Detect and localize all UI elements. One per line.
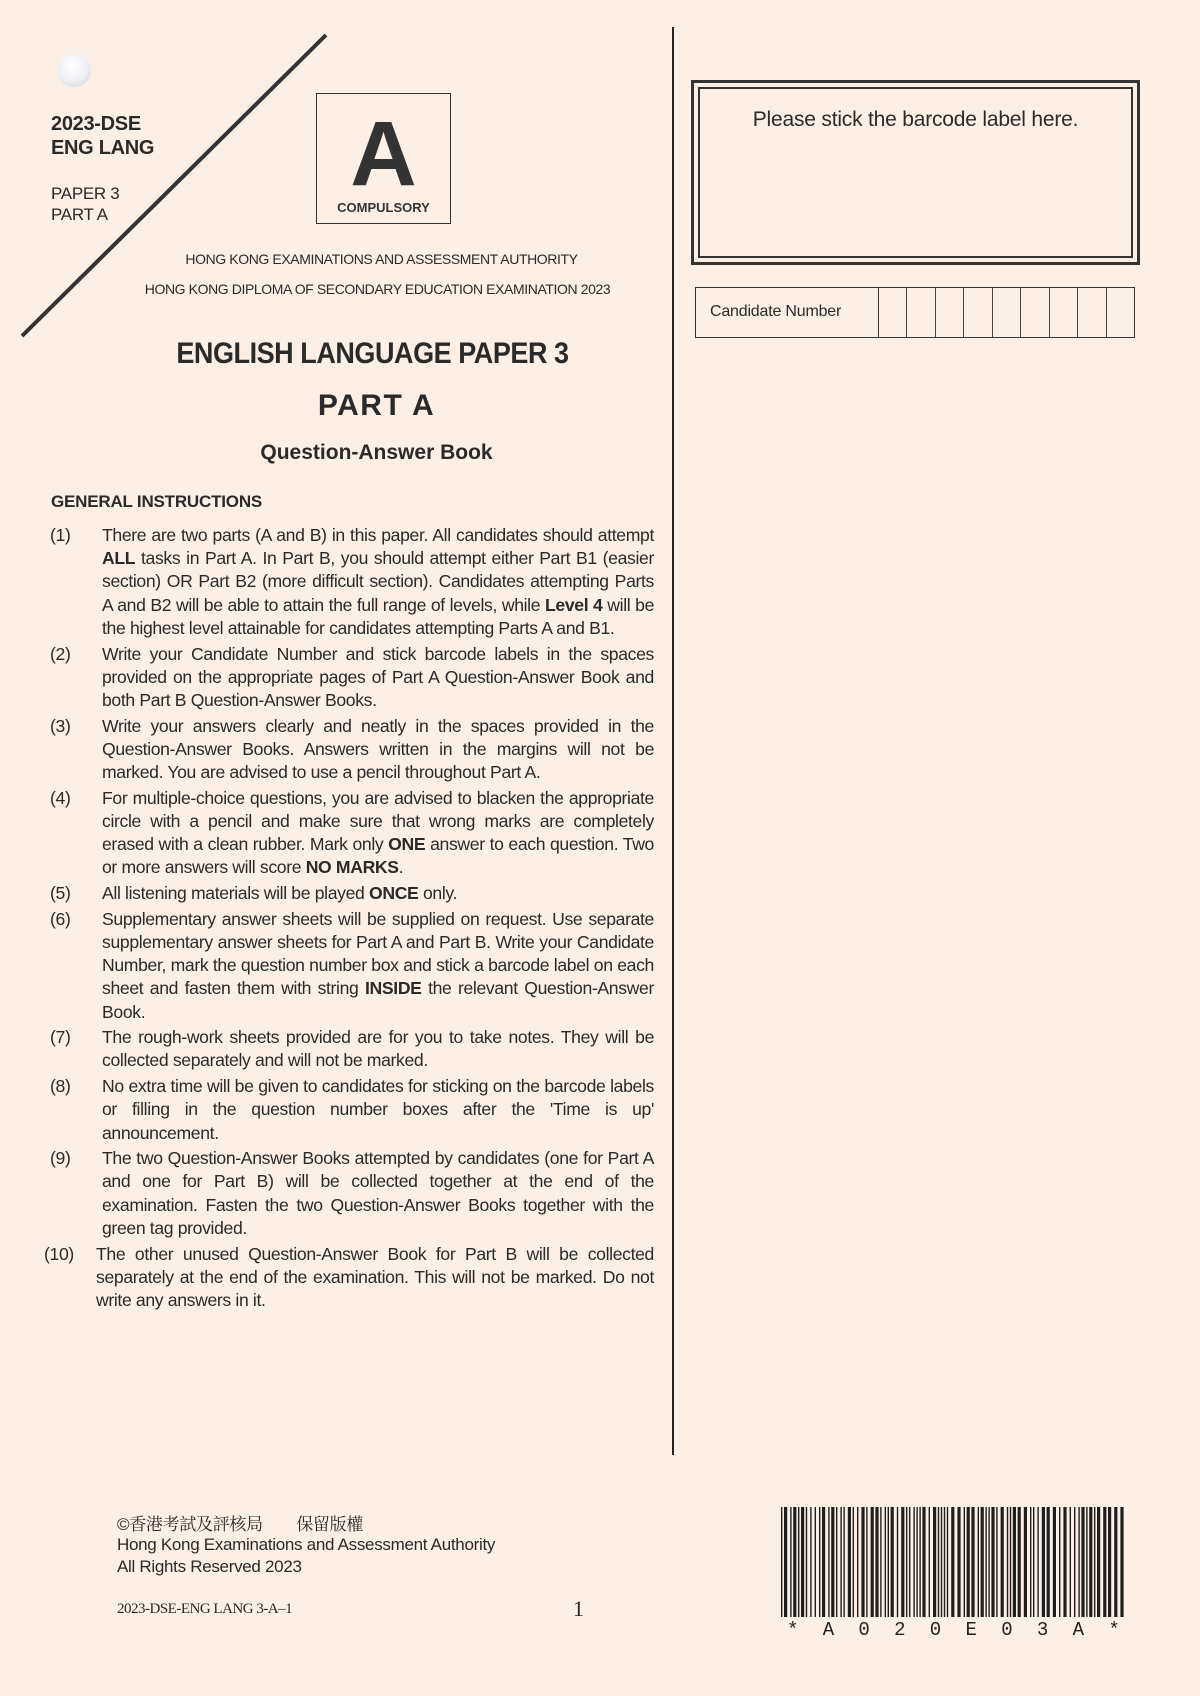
subject-code: ENG LANG [51,137,155,159]
barcode-bar [996,1507,997,1617]
barcode-bar [793,1507,796,1617]
barcode-bar [957,1507,960,1617]
barcode-bar [1053,1507,1056,1617]
instruction-text [96,1243,654,1313]
barcode-bar [1030,1507,1031,1617]
instruction-number: (3) [50,715,71,736]
barcode-label-instruction: Please stick the barcode label here. [752,108,1079,131]
instruction-segment: The other unused Question-Answer Book for Part B will be collected separately at the end of the examination. This will not be marked. Do not write any answers in it. [96,1243,654,1310]
candidate-number-cell[interactable] [1050,288,1078,337]
section-status: COMPULSORY [337,200,430,215]
barcode-bar [810,1507,811,1617]
barcode-bar [828,1507,829,1617]
instruction-segment: only. [418,883,458,904]
part-label: PART A [51,205,108,224]
instruction-item [44,643,654,713]
instruction-number: (5) [50,883,71,904]
barcode-bar [1018,1507,1021,1617]
barcode-bar [1059,1507,1060,1617]
barcode-label-area[interactable] [691,80,1140,265]
barcode-bar [843,1507,844,1617]
instruction-item [44,1075,654,1145]
barcode-bar [840,1507,841,1617]
barcode-bar [1094,1507,1095,1617]
instruction-text [102,643,654,713]
instruction-number: (7) [50,1027,71,1048]
barcode-bar [944,1507,945,1617]
instruction-segment: Write your Candidate Number and stick barcode labels in the spaces provided on the appropriate pages of Part A Question-Answer Book and both Part B Question-Answer Books. [102,643,654,710]
barcode-bar [853,1507,854,1617]
instruction-item [44,787,654,880]
barcode-bar [1074,1507,1075,1617]
instruction-number: (8) [50,1076,71,1097]
barcode-bar [798,1507,799,1617]
instruction-number: (1) [50,525,71,545]
barcode-bar [848,1507,851,1617]
instruction-segment: the relevant Question-Answer Book. [102,978,654,1022]
instruction-item [44,1243,654,1313]
barcode-bar [991,1507,994,1617]
barcode-bar [1078,1507,1079,1617]
barcode-bar [909,1507,910,1617]
barcode-bar [906,1507,907,1617]
barcode-bar [790,1507,791,1617]
instruction-item [44,1026,654,1072]
exam-name: HONG KONG DIPLOMA OF SECONDARY EDUCATION EXAMINATION 2023 [144,281,611,297]
authority-name: HONG KONG EXAMINATIONS AND ASSESSMENT AUTHORITY [185,251,578,267]
book-subtitle: Question-Answer Book [260,441,493,464]
section-letter: A [350,103,417,205]
candidate-number-cell[interactable] [879,288,907,337]
page-title: ENGLISH LANGUAGE PAPER 3 [176,337,569,370]
instruction-text [102,1147,654,1240]
column-divider [672,27,674,1455]
barcode-bar [861,1507,864,1617]
barcode-bar [1013,1507,1016,1617]
barcode-bar [901,1507,904,1617]
barcode-bar [938,1507,939,1617]
instruction-number: (6) [50,908,71,929]
barcode-bar [1010,1507,1011,1617]
paper-label: PAPER 3 [51,184,120,203]
instruction-emphasis: ALL [102,548,136,569]
instruction-segment: All listening materials will be played [102,883,369,904]
instruction-text [102,882,654,905]
barcode-bar [913,1507,914,1617]
candidate-number-cell[interactable] [1078,288,1106,337]
instruction-number: (4) [50,787,71,808]
barcode-bar [1081,1507,1084,1617]
barcode-bar [1033,1507,1034,1617]
barcode-bar [919,1507,920,1617]
barcode-bar [947,1507,948,1617]
barcode-bar [1063,1507,1066,1617]
barcode-bar [815,1507,816,1617]
barcode-bar [933,1507,936,1617]
barcode-bar [964,1507,965,1617]
page-number: 1 [573,1596,584,1621]
instruction-number: (10) [44,1243,74,1264]
candidate-number-cell[interactable] [1107,288,1134,337]
instruction-segment: Supplementary answer sheets will be supplied on request. Use separate supplementary answer sheets for Part A and Part B. Write your Candidate Number, mark the question number box and stick a barcode label on each sheet and fasten them with string [102,908,654,999]
candidate-number-cell[interactable] [993,288,1021,337]
instruction-segment: tasks in Part A. In Part B, you should attempt either Part B1 (easier section) OR Part B2 (more difficult section). Candidates attempting Parts A and B2 will be able to attain the full range of levels, while [102,548,654,615]
exam-code: 2023-DSE [51,113,141,135]
barcode-bar [1103,1507,1106,1617]
instruction-segment: The rough-work sheets provided are for you to take notes. They will be collected separately and will not be marked. [102,1027,654,1071]
barcode-bar [971,1507,974,1617]
instruction-item [44,908,654,1024]
barcode-bar [1037,1507,1038,1617]
barcode-bar [1024,1507,1027,1617]
barcode-bar [1089,1507,1092,1617]
instructions-heading: GENERAL INSTRUCTIONS [51,492,263,511]
barcode-bar [1086,1507,1087,1617]
instruction-emphasis: ONCE [369,883,419,904]
barcode-bar [781,1507,782,1617]
instruction-number: (9) [50,1148,71,1169]
instruction-emphasis: INSIDE [365,978,422,999]
instruction-emphasis: Level 4 [545,594,603,615]
instruction-segment: There are two parts (A and B) in this paper. All candidates should attempt [102,525,654,545]
barcode-bar [857,1507,858,1617]
barcode-bar [875,1507,878,1617]
instruction-item [44,524,654,640]
instruction-text [102,715,654,785]
barcode-bar [866,1507,867,1617]
page-code: 2023-DSE-ENG LANG 3-A–1 [117,1601,293,1617]
instruction-text [102,1026,654,1072]
candidate-number-label: Candidate Number [696,288,879,337]
barcode-bar [1108,1507,1111,1617]
barcode-bar [831,1507,834,1617]
barcode-bar [1001,1507,1004,1617]
instruction-segment: The two Question-Answer Books attempted by candidates (one for Part A and one for Part B) will be collected together at the end of the examination. Fasten the two Question-Answer Books together with the green tag provided. [102,1148,654,1238]
barcode-bar [929,1507,930,1617]
instruction-segment: answer to each question. Two or more answers will score [102,834,654,878]
barcode-bar [951,1507,954,1617]
barcode-bar [1120,1507,1123,1617]
instructions-list [44,524,654,1315]
barcode-bar [1097,1507,1100,1617]
barcode-bar [880,1507,881,1617]
candidate-number-cell[interactable] [1021,288,1049,337]
barcode-bar [941,1507,942,1617]
candidate-number-box [695,287,1135,338]
candidate-number-cell[interactable] [936,288,964,337]
barcode-bar [1114,1507,1117,1617]
barcode-bar [836,1507,837,1617]
barcode-bar [978,1507,979,1617]
candidate-number-cell[interactable] [964,288,992,337]
instruction-segment: Write your answers clearly and neatly in the spaces provided in the Question-Answer Books. Answers written in the margins will not be marked. You are advised to use a pencil throughout Part A. [102,715,654,783]
barcode-image [781,1507,1127,1617]
instruction-segment: . [398,857,404,878]
barcode-bar [985,1507,986,1617]
barcode-bar [871,1507,874,1617]
barcode-bar [888,1507,889,1617]
barcode-bar [891,1507,894,1617]
copyright-english: Hong Kong Examinations and Assessment Authority [117,1535,496,1554]
barcode-bar [1042,1507,1045,1617]
rights-reserved: All Rights Reserved 2023 [117,1557,302,1576]
instruction-number: (2) [50,643,71,664]
instruction-text [102,1075,654,1145]
instruction-emphasis: NO MARKS [305,857,399,878]
instruction-text [102,524,654,640]
barcode-bar [1047,1507,1050,1617]
barcode-bar [1070,1507,1071,1617]
candidate-number-cell[interactable] [907,288,935,337]
instruction-text [102,787,654,880]
section-badge [316,93,451,224]
part-title: PART A [317,389,436,422]
barcode-bar [819,1507,820,1617]
barcode-bar [922,1507,925,1617]
barcode-bar [784,1507,787,1617]
instruction-emphasis: ONE [388,834,426,855]
copyright-chinese: ©香港考試及評核局 保留版權 [117,1515,364,1534]
barcode-bar [801,1507,804,1617]
instruction-segment: will be the highest level attainable for candidates attempting Parts A and B1. [102,594,654,638]
barcode-bar [885,1507,886,1617]
barcode-bar [916,1507,917,1617]
instruction-segment: For multiple-choice questions, you are advised to blacken the appropriate circle with a pencil and make sure that wrong marks are completely erased with a clean rubber. Mark only [102,787,654,855]
barcode-bar [897,1507,898,1617]
barcode-text: *A020E03A* [787,1619,1145,1641]
instruction-segment: No extra time will be given to candidates for sticking on the barcode labels or filling in the question number boxes after the 'Time is up' announcement. [102,1076,654,1143]
instruction-item [44,882,654,905]
barcode-bar [988,1507,989,1617]
instruction-item [44,1147,654,1240]
barcode-bar [806,1507,807,1617]
barcode-bar [822,1507,825,1617]
barcode-bar [967,1507,970,1617]
barcode-bar [1007,1507,1008,1617]
instruction-text [102,908,654,1024]
barcode-bar [981,1507,984,1617]
instruction-item [44,715,654,785]
